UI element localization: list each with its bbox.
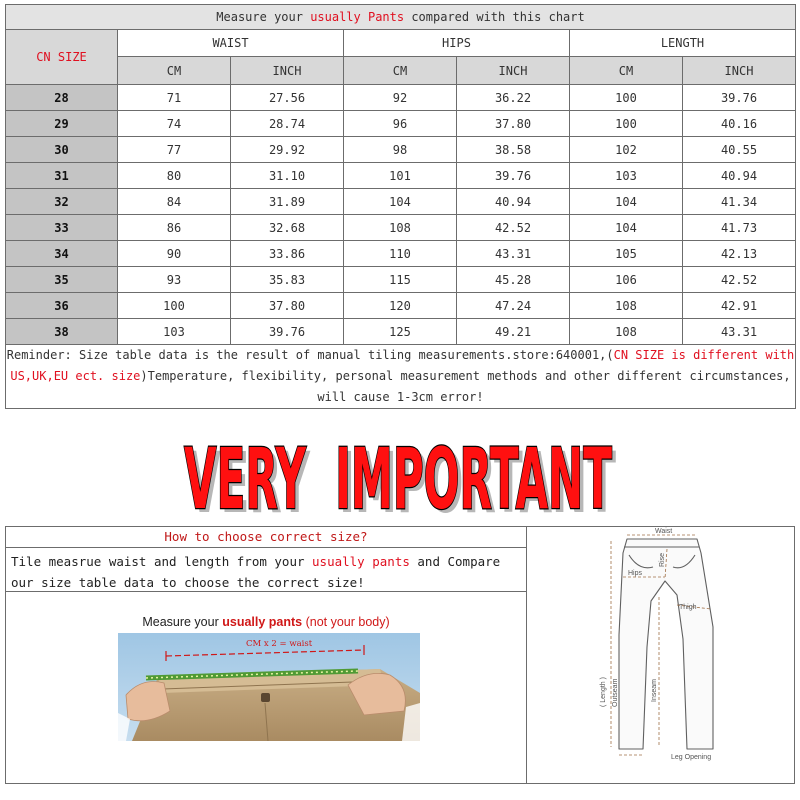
length-header: LENGTH: [570, 30, 796, 57]
measurement-cell: 84: [118, 189, 231, 215]
caption-highlight: usually pants: [222, 615, 303, 629]
hips-header: HIPS: [344, 30, 570, 57]
table-row: [6, 137, 796, 163]
chart-title-text: Measure your: [216, 10, 311, 24]
diagram-hips-label: Hips: [628, 570, 643, 577]
size-cell: 28: [6, 85, 118, 111]
measurement-cell: 39.76: [683, 85, 796, 111]
measurement-cell: 31.10: [231, 163, 344, 189]
measurement-cell: 71: [118, 85, 231, 111]
measurement-cell: 115: [344, 267, 457, 293]
pants-diagram: [527, 527, 794, 783]
unit-header: INCH: [457, 57, 570, 85]
measurement-cell: 27.56: [231, 85, 344, 111]
measurement-cell: 47.24: [457, 293, 570, 319]
table-row: [6, 267, 796, 293]
unit-header: INCH: [683, 57, 796, 85]
measurement-cell: 74: [118, 111, 231, 137]
diagram-leg-opening-label: Leg Opening: [671, 754, 712, 761]
size-cell: 36: [6, 293, 118, 319]
measurement-cell: 108: [344, 215, 457, 241]
measurement-cell: 86: [118, 215, 231, 241]
chart-title: [6, 5, 796, 30]
pants-diagram-panel: [527, 527, 794, 783]
measurement-cell: 49.21: [457, 319, 570, 345]
measurement-cell: 39.76: [231, 319, 344, 345]
size-cell: 30: [6, 137, 118, 163]
unit-header: CM: [118, 57, 231, 85]
reminder-highlight: CN SIZE is different with US,UK,EU ect. size: [10, 348, 795, 383]
measurement-cell: 100: [570, 111, 683, 137]
size-cell: 33: [6, 215, 118, 241]
measurement-cell: 35.83: [231, 267, 344, 293]
unit-header: INCH: [231, 57, 344, 85]
measurement-cell: 100: [118, 293, 231, 319]
measure-caption: [6, 615, 526, 629]
instruction-text: Tile measrue waist and length from your: [11, 554, 313, 569]
measurement-cell: 43.31: [457, 241, 570, 267]
measurement-cell: 103: [118, 319, 231, 345]
how-to-left-panel: [6, 527, 527, 783]
size-table: [5, 4, 796, 409]
measurement-cell: 90: [118, 241, 231, 267]
instruction-highlight: usually pants: [312, 554, 410, 569]
diagram-length-label: ( Length ): [600, 677, 607, 707]
measurement-cell: 40.94: [683, 163, 796, 189]
reminder-text-end: )Temperature, flexibility, personal measurement methods and other different circumstances, will cause 1-3cm error!: [140, 369, 791, 404]
measurement-cell: 40.55: [683, 137, 796, 163]
size-cell: 31: [6, 163, 118, 189]
measurement-cell: 100: [570, 85, 683, 111]
table-row: [6, 189, 796, 215]
caption-text: Measure your: [142, 615, 223, 629]
measurement-cell: 105: [570, 241, 683, 267]
diagram-thigh-label: Thigh: [679, 604, 697, 611]
measurement-cell: 93: [118, 267, 231, 293]
measurement-cell: 40.16: [683, 111, 796, 137]
measurement-cell: 101: [344, 163, 457, 189]
size-cell: 34: [6, 241, 118, 267]
measurement-cell: 96: [344, 111, 457, 137]
table-row: [6, 163, 796, 189]
cn-size-header: CN SIZE: [6, 30, 118, 85]
measurement-cell: 104: [570, 215, 683, 241]
measurement-cell: 92: [344, 85, 457, 111]
table-row: [6, 319, 796, 345]
caption-paren: (not your body): [302, 615, 390, 629]
reminder-text: Reminder: Size table data is the result of manual tiling measurements.store:640001,(: [6, 348, 614, 362]
size-cell: 32: [6, 189, 118, 215]
measurement-cell: 32.68: [231, 215, 344, 241]
how-to-box: [5, 526, 795, 784]
measurement-cell: 42.13: [683, 241, 796, 267]
banner-shadow: VERY IMPORTANT: [188, 434, 616, 518]
measurement-cell: 104: [570, 189, 683, 215]
diagram-waist-label: Waist: [655, 528, 673, 535]
measurement-cell: 108: [570, 319, 683, 345]
tape-label: CM x 2 = waist: [246, 639, 313, 649]
measurement-cell: 31.89: [231, 189, 344, 215]
diagram-outseam-label: Outseam: [612, 678, 619, 707]
measurement-cell: 29.92: [231, 137, 344, 163]
very-important-banner: [0, 426, 800, 518]
measurement-cell: 120: [344, 293, 457, 319]
size-chart: [5, 4, 795, 409]
measurement-cell: 104: [344, 189, 457, 215]
measurement-cell: 42.91: [683, 293, 796, 319]
instruction-text-end: and Compare our size table data to choose the correct size!: [11, 554, 501, 590]
measurement-cell: 43.31: [683, 319, 796, 345]
table-row: [6, 241, 796, 267]
measurement-cell: 37.80: [457, 111, 570, 137]
measurement-cell: 106: [570, 267, 683, 293]
measurement-cell: 33.86: [231, 241, 344, 267]
size-cell: 29: [6, 111, 118, 137]
measurement-cell: 45.28: [457, 267, 570, 293]
table-row: [6, 293, 796, 319]
unit-header: CM: [344, 57, 457, 85]
measurement-cell: 39.76: [457, 163, 570, 189]
measurement-cell: 98: [344, 137, 457, 163]
how-to-title: How to choose correct size?: [6, 527, 526, 548]
diagram-rise-label: Rise: [659, 552, 666, 567]
table-row: [6, 215, 796, 241]
measure-pants-photo: [118, 633, 420, 741]
measurement-cell: 102: [570, 137, 683, 163]
size-cell: 35: [6, 267, 118, 293]
size-cell: 38: [6, 319, 118, 345]
waist-header: WAIST: [118, 30, 344, 57]
unit-header: CM: [570, 57, 683, 85]
measurement-cell: 77: [118, 137, 231, 163]
measurement-cell: 125: [344, 319, 457, 345]
measurement-cell: 110: [344, 241, 457, 267]
table-row: [6, 85, 796, 111]
reminder-note: [6, 345, 796, 409]
measurement-cell: 80: [118, 163, 231, 189]
measurement-cell: 36.22: [457, 85, 570, 111]
measurement-cell: 42.52: [683, 267, 796, 293]
measurement-cell: 37.80: [231, 293, 344, 319]
measurement-cell: 108: [570, 293, 683, 319]
measurement-cell: 103: [570, 163, 683, 189]
measurement-cell: 40.94: [457, 189, 570, 215]
measurement-cell: 38.58: [457, 137, 570, 163]
measurement-cell: 41.34: [683, 189, 796, 215]
chart-title-highlight: usually Pants: [310, 10, 405, 24]
diagram-inseam-label: Inseam: [651, 679, 658, 702]
banner-text: VERY IMPORTANT: [184, 430, 612, 518]
table-row: [6, 111, 796, 137]
how-to-instruction: [6, 548, 526, 592]
measurement-cell: 41.73: [683, 215, 796, 241]
measurement-cell: 42.52: [457, 215, 570, 241]
measurement-cell: 28.74: [231, 111, 344, 137]
chart-title-text-end: compared with this chart: [404, 10, 585, 24]
